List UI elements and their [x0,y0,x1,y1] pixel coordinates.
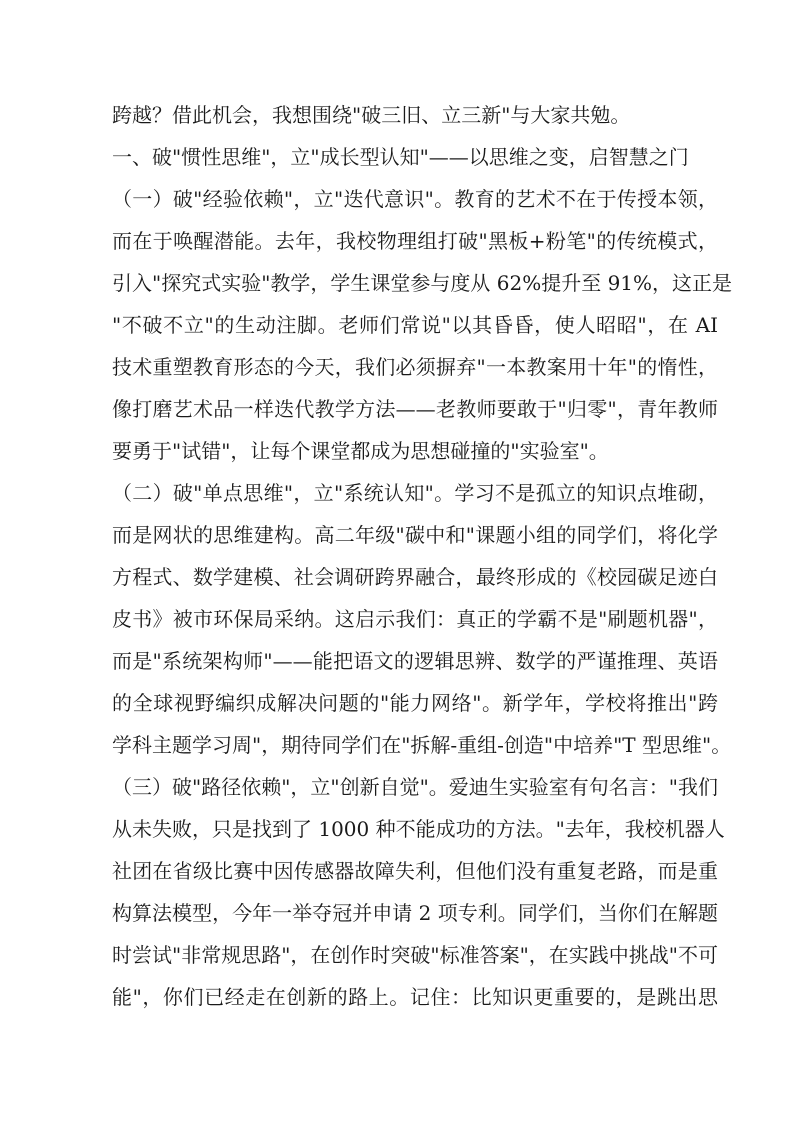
text-line: （三）破"路径依赖"，立"创新自觉"。爱迪生实验室有句名言："我们 [112,775,718,799]
text-line: 方程式、数学建模、社会调研跨界融合，最终形成的《校园碳足迹白 [112,565,718,589]
text-line: 而是网状的思维建构。高二年级"碳中和"课题小组的同学们，将化学 [112,523,718,547]
text-line: 从未失败，只是找到了 1000 种不能成功的方法。"去年，我校机器人 [112,817,725,841]
text-line: 学科主题学习周"，期待同学们在"拆解-重组-创造"中培养"T 型思维"。 [112,733,732,757]
text-line: 社团在省级比赛中因传感器故障失利，但他们没有重复老路，而是重 [112,859,718,883]
text-line: 构算法模型，今年一举夺冠并申请 2 项专利。同学们，当你们在解题 [112,901,718,925]
text-line: 要勇于"试错"，让每个课堂都成为思想碰撞的"实验室"。 [112,439,609,463]
text-line: 而是"系统架构师"——能把语文的逻辑思辨、数学的严谨推理、英语 [112,649,718,673]
text-line: 一、破"惯性思维"，立"成长型认知"——以思维之变，启智慧之门 [112,145,689,169]
document-body [112,94,733,1018]
text-line: 引入"探究式实验"教学，学生课堂参与度从 62%提升至 91%，这正是 [112,271,733,295]
text-line: 像打磨艺术品一样迭代教学方法——老教师要敢于"归零"，青年教师 [112,397,718,421]
text-line: 技术重塑教育形态的今天，我们必须摒弃"一本教案用十年"的惰性， [112,355,718,379]
text-line: "不破不立"的生动注脚。老师们常说"以其昏昏，使人昭昭"，在 AI [112,313,718,337]
text-line: 而在于唤醒潜能。去年，我校物理组打破"黑板+粉笔"的传统模式， [112,229,718,253]
text-line: 能"，你们已经走在创新的路上。记住：比知识更重要的，是跳出思 [112,985,718,1009]
text-line: 时尝试"非常规思路"，在创作时突破"标准答案"，在实践中挑战"不可 [112,943,718,967]
text-line: 的全球视野编织成解决问题的"能力网络"。新学年，学校将推出"跨 [112,691,718,715]
text-line: （一）破"经验依赖"，立"迭代意识"。教育的艺术不在于传授本领， [112,187,718,211]
text-line: 跨越？借此机会，我想围绕"破三旧、立三新"与大家共勉。 [112,103,631,127]
text-line: 皮书》被市环保局采纳。这启示我们：真正的学霸不是"刷题机器"， [112,607,718,631]
text-line: （二）破"单点思维"，立"系统认知"。学习不是孤立的知识点堆砌， [112,481,718,505]
